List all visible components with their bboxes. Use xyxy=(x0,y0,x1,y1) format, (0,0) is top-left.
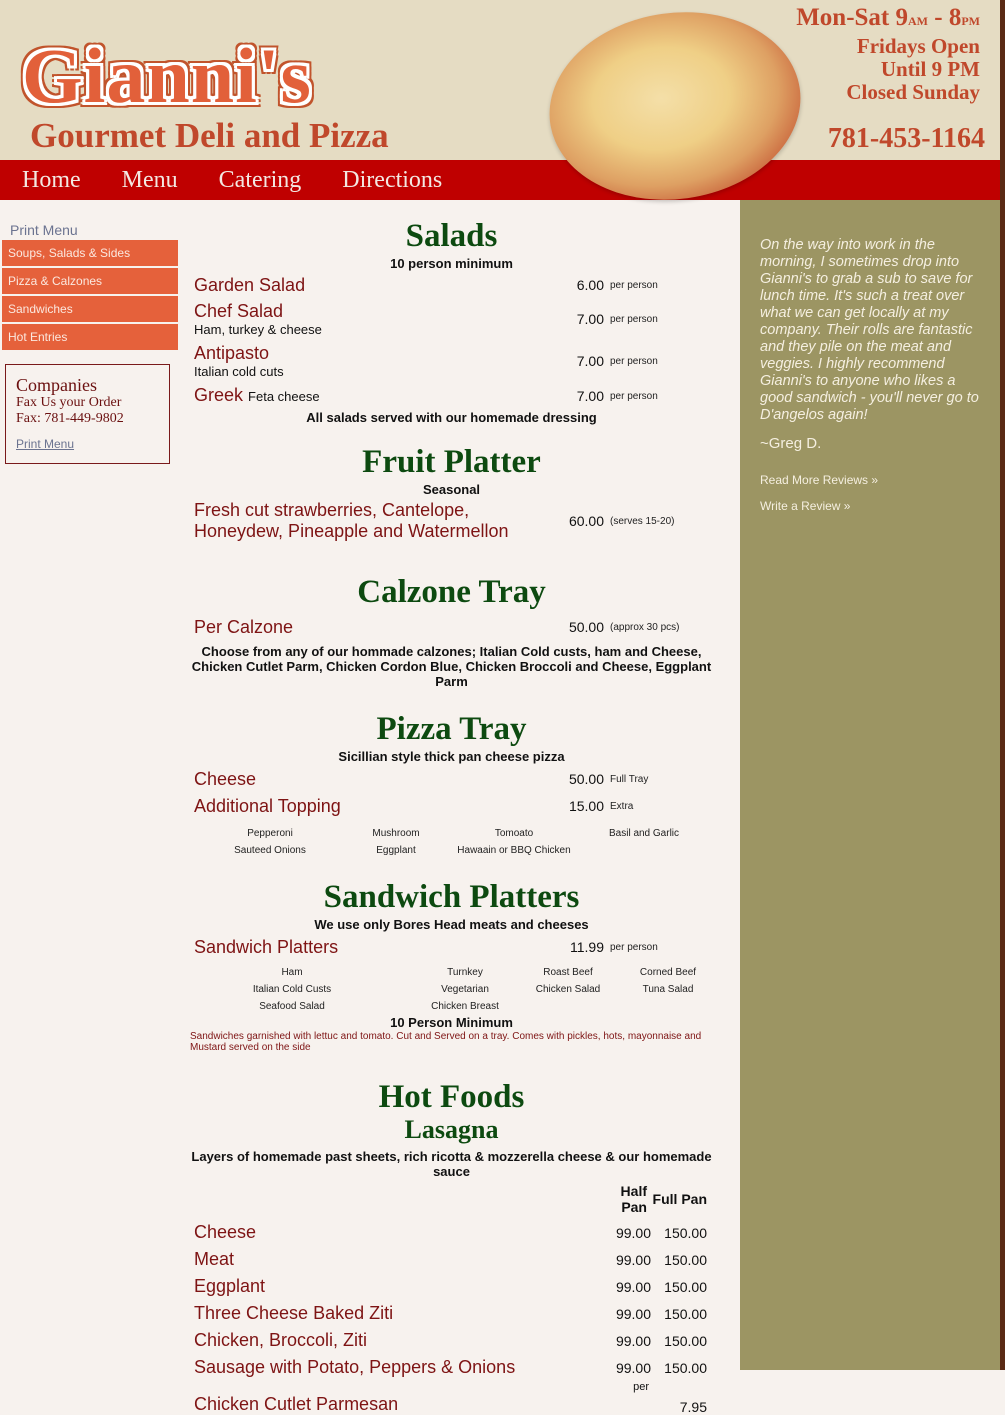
section-title-fruit-platter: Fruit Platter xyxy=(362,444,541,480)
item-name-block xyxy=(190,301,564,338)
right-sidebar xyxy=(740,200,1000,1370)
item-unit: per xyxy=(633,1381,649,1393)
col-pan-word: Pan xyxy=(621,1199,647,1215)
filling: Chicken Salad xyxy=(535,984,601,995)
topping xyxy=(586,842,702,859)
hours-friday-2: Until 9 PM xyxy=(880,57,980,81)
item-unit: per person xyxy=(610,279,658,291)
filling: Corned Beef xyxy=(639,967,697,978)
menu-item-row xyxy=(190,340,713,382)
half-pan-price: 99.00 xyxy=(615,1251,651,1268)
hot-item-row xyxy=(190,1246,713,1273)
section-title-hot-foods: Hot Foods xyxy=(378,1079,525,1115)
category-soups-salads-sides[interactable]: Soups, Salads & Sides xyxy=(2,240,178,266)
item-name-block xyxy=(190,385,564,407)
lasagna-desc: Layers of homemade past sheets, rich ricotta & mozzerella cheese & our homemade sauce xyxy=(191,1149,712,1179)
sandwich-subtitle: We use only Bores Head meats and cheeses xyxy=(314,917,589,932)
topping: Tomoato xyxy=(494,828,534,839)
item-unit: (approx 30 pcs) xyxy=(610,621,680,633)
full-pan-price: 150.00 xyxy=(664,1305,707,1322)
filling: Seafood Salad xyxy=(259,1001,325,1012)
filling: Tuna Salad xyxy=(642,984,694,995)
tagline: Gourmet Deli and Pizza xyxy=(30,116,389,155)
section-title-sandwich-platters: Sandwich Platters xyxy=(323,879,580,915)
hot-item-row xyxy=(190,1273,713,1300)
item-name: Per Calzone xyxy=(194,616,294,637)
read-more-reviews-link[interactable]: Read More Reviews » xyxy=(760,473,879,487)
filling: Vegetarian xyxy=(441,984,489,995)
filling: Roast Beef xyxy=(543,967,593,978)
item-price: 60.00 xyxy=(568,513,604,529)
page-edge xyxy=(1000,0,1005,1370)
item-price: 7.00 xyxy=(576,311,604,327)
topping: Mushroom xyxy=(372,828,420,839)
phone-number: 781-453-1164 xyxy=(827,123,985,154)
item-unit: per person xyxy=(610,390,658,402)
hours-dash: - 8 xyxy=(928,4,962,31)
nav-menu[interactable]: Menu xyxy=(121,166,178,193)
category-sandwiches[interactable]: Sandwiches xyxy=(2,296,178,322)
sandwich-minimum: 10 Person Minimum xyxy=(390,1015,513,1030)
item-desc: Italian cold cuts xyxy=(194,363,284,379)
salads-footer: All salads served with our homemade dressing xyxy=(306,410,597,425)
column-full-pan: Full Pan xyxy=(652,1191,707,1207)
sandwich-note: Sandwiches garnished with lettuc and tomato. Cut and Served on a tray. Comes with pickles, hots, mayonnaise and Mustard served on the side xyxy=(190,1031,702,1053)
customer-review: On the way into work in the morning, I sometimes drop into Gianni's to grab a sub to save for lunch time. It's such a treat over what we can get locally at my company. Their rolls are fantastic and they pile on the meat and veggies. I highly recommend Gianni's to anyone who likes a good sandwich - you'll never go to D'angelos again! xyxy=(760,237,979,423)
filling xyxy=(620,998,716,1015)
item-price: 7.95 xyxy=(679,1399,707,1415)
fax-order-text: Fax Us your Order xyxy=(16,395,122,410)
item-price: 50.00 xyxy=(568,619,604,635)
item-name: Chef Salad xyxy=(194,300,284,321)
item-price: 50.00 xyxy=(568,771,604,787)
item-name: Sandwich Platters xyxy=(194,936,339,957)
item-name: Cheese xyxy=(194,1222,257,1242)
price-column-headers xyxy=(190,1183,713,1215)
item-name-line2: Honeydew, Pineapple and Watermellon xyxy=(194,521,509,541)
nav-catering[interactable]: Catering xyxy=(218,166,302,193)
salads-subtitle: 10 person minimum xyxy=(390,256,513,271)
item-name: Cheese xyxy=(194,768,257,789)
section-title-salads: Salads xyxy=(405,218,498,254)
item-name: Chicken, Broccoli, Ziti xyxy=(194,1330,368,1350)
pizza-subtitle: Sicillian style thick pan cheese pizza xyxy=(338,749,565,764)
hours-am: AM xyxy=(908,14,929,28)
companies-title: Companies xyxy=(16,375,97,395)
item-name: Greek xyxy=(194,385,244,405)
item-name: Meat xyxy=(194,1249,235,1269)
store-hours xyxy=(796,4,980,104)
companies-box xyxy=(5,364,170,464)
item-name-line1: Fresh cut strawberries, Cantelope, xyxy=(194,500,470,520)
item-name: Garden Salad xyxy=(194,274,306,295)
sandwich-fillings-grid xyxy=(190,964,713,1015)
item-name-block xyxy=(190,343,564,380)
menu-item-row xyxy=(190,933,713,961)
menu-item-row xyxy=(190,610,713,644)
half-pan-price: 99.00 xyxy=(615,1224,651,1241)
logo[interactable]: Gianni's xyxy=(22,32,312,119)
fruit-subtitle: Seasonal xyxy=(422,482,481,497)
full-pan-price: 150.00 xyxy=(664,1224,707,1241)
menu-item-row xyxy=(190,272,713,298)
half-pan-price: 99.00 xyxy=(615,1305,651,1322)
topping: Hawaain or BBQ Chicken xyxy=(457,845,571,856)
item-name-block xyxy=(190,500,564,542)
category-hot-entries[interactable]: Hot Entries xyxy=(2,324,178,350)
hours-sunday: Closed Sunday xyxy=(846,80,980,104)
item-name: Chicken Cutlet Parmesan xyxy=(194,1394,399,1414)
menu-item-row xyxy=(190,498,713,544)
item-name: Additional Topping xyxy=(194,795,341,816)
filling: Italian Cold Custs xyxy=(252,984,332,995)
hours-friday-1: Fridays Open xyxy=(856,34,980,58)
col-half-word: Half xyxy=(620,1183,647,1199)
half-pan-price: 99.00 xyxy=(615,1332,651,1349)
topping-grid xyxy=(190,825,713,859)
full-pan-price: 150.00 xyxy=(664,1332,707,1349)
item-name: Eggplant xyxy=(194,1276,266,1296)
topping: Eggplant xyxy=(376,845,416,856)
full-pan-price: 150.00 xyxy=(664,1278,707,1295)
item-price: 7.00 xyxy=(576,353,604,369)
nav-home[interactable]: Home xyxy=(22,166,81,193)
filling xyxy=(516,998,620,1015)
item-desc: Feta cheese xyxy=(248,389,320,404)
write-review-link[interactable]: Write a Review » xyxy=(760,499,851,513)
topping: Basil and Garlic xyxy=(608,828,680,839)
item-unit: Full Tray xyxy=(610,773,649,785)
item-unit: per person xyxy=(610,355,658,367)
calzone-footer: Choose from any of our hommade calzones; Italian Cold custs, ham and Cheese, Chicken Cutlet Parm, Chicken Cordon Blue, Chicken Broccoli and Cheese, Eggplant Parm xyxy=(191,644,712,689)
section-title-calzone-tray: Calzone Tray xyxy=(357,574,546,610)
subsection-title-lasagna: Lasagna xyxy=(404,1115,499,1144)
hot-item-row xyxy=(190,1219,713,1246)
main-nav xyxy=(0,160,1000,200)
item-price: 11.99 xyxy=(570,939,604,955)
item-desc: Ham, turkey & cheese xyxy=(194,321,322,337)
print-menu-link[interactable]: Print Menu xyxy=(16,437,75,451)
item-name: Sausage with Potato, Peppers & Onions xyxy=(194,1357,516,1377)
item-unit: per person xyxy=(610,313,658,325)
menu-content xyxy=(190,200,713,1415)
hours-pm: PM xyxy=(961,14,980,28)
menu-item-row xyxy=(190,793,713,819)
hot-item-row xyxy=(190,1300,713,1327)
nav-directions[interactable]: Directions xyxy=(342,166,443,193)
topping: Sauteed Onions xyxy=(234,845,306,856)
site-header xyxy=(0,0,1000,160)
half-pan-price: 99.00 xyxy=(615,1359,651,1376)
menu-item-row xyxy=(190,382,713,410)
print-menu-link-top[interactable]: Print Menu xyxy=(10,222,78,238)
filling: Turnkey xyxy=(447,967,483,978)
menu-item-row xyxy=(190,765,713,793)
item-unit: per person xyxy=(610,941,658,953)
hot-item-row xyxy=(190,1327,713,1354)
section-title-pizza-tray: Pizza Tray xyxy=(376,711,527,747)
hot-item-row xyxy=(190,1354,713,1381)
menu-item-row xyxy=(190,298,713,340)
item-unit: Extra xyxy=(610,800,634,812)
category-menu xyxy=(2,240,178,352)
category-pizza-calzones[interactable]: Pizza & Calzones xyxy=(2,268,178,294)
full-pan-price: 150.00 xyxy=(664,1251,707,1268)
half-pan-price: 99.00 xyxy=(615,1278,651,1295)
item-price: 15.00 xyxy=(568,798,604,814)
review-author: ~Greg D. xyxy=(760,435,822,452)
topping: Pepperoni xyxy=(247,828,293,839)
fax-number: Fax: 781-449-9802 xyxy=(16,411,124,426)
item-unit: (serves 15-20) xyxy=(610,515,675,527)
hot-item-row xyxy=(190,1381,713,1415)
item-price: 6.00 xyxy=(576,277,604,293)
item-price: 7.00 xyxy=(576,388,604,404)
hours-weekday: Mon-Sat 9 xyxy=(796,4,909,31)
filling: Ham xyxy=(281,967,303,978)
full-pan-price: 150.00 xyxy=(664,1359,707,1376)
item-name: Antipasto xyxy=(194,342,270,363)
item-name: Three Cheese Baked Ziti xyxy=(194,1303,394,1323)
filling: Chicken Breast xyxy=(431,1001,499,1012)
column-half-pan xyxy=(591,1183,647,1215)
